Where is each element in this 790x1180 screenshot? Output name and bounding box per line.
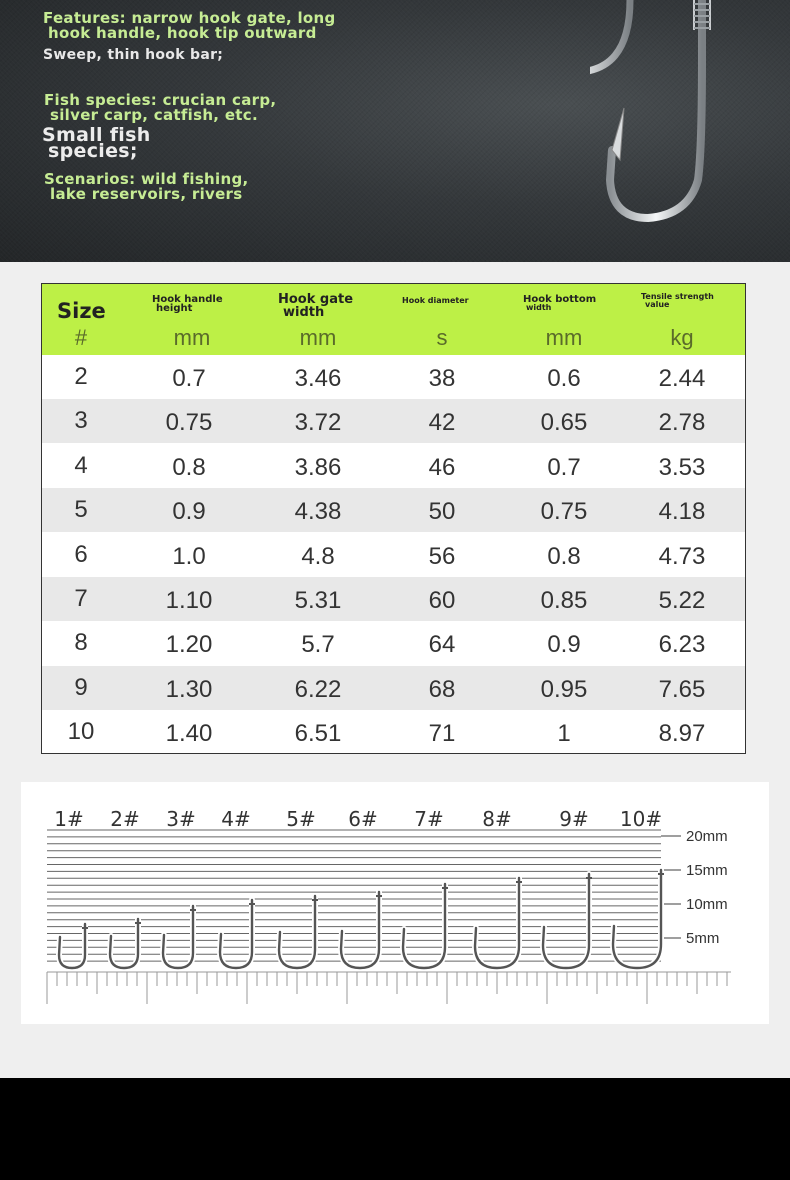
header-hook-bottom: Hook bottom <box>523 294 597 305</box>
cell-handle-height: 1.30 <box>165 675 213 703</box>
unit-handle: mm <box>173 325 211 350</box>
cell-diameter: 50 <box>428 498 456 526</box>
cell-size: 6 <box>74 540 88 568</box>
header-hook-gate-2: width <box>283 305 325 320</box>
cell-handle-height: 1.10 <box>165 587 213 614</box>
hook-label-7: 7# <box>414 807 444 831</box>
cell-tensile: 2.78 <box>658 409 706 437</box>
fish-line-2: silver carp, catfish, etc. <box>50 106 258 124</box>
header-hook-diameter: Hook diameter <box>402 296 469 305</box>
fish-hook-icon <box>590 0 790 262</box>
hook-label-8: 8# <box>482 807 512 831</box>
hook-label-2: 2# <box>110 807 140 831</box>
scale-20mm: 20mm <box>686 828 728 845</box>
header-tensile: Tensile strength <box>641 292 714 301</box>
cell-gate-width: 5.7 <box>301 631 335 659</box>
footer-black-band <box>0 1078 790 1180</box>
hook-label-4: 4# <box>221 807 251 831</box>
hook-7-halo <box>403 884 445 968</box>
cell-bottom-width: 0.9 <box>547 631 581 659</box>
cell-gate-width: 3.86 <box>294 453 342 481</box>
cell-gate-width: 6.51 <box>294 720 342 748</box>
table-header <box>42 284 746 355</box>
cell-gate-width: 5.31 <box>294 587 342 614</box>
hook-label-5: 5# <box>286 807 316 831</box>
cell-bottom-width: 0.6 <box>547 365 581 392</box>
cell-handle-height: 1.0 <box>172 542 206 570</box>
hook-label-1: 1# <box>54 807 84 831</box>
cell-tensile: 4.73 <box>658 542 706 570</box>
table-row <box>42 621 746 665</box>
table-row <box>42 710 746 754</box>
cell-diameter: 38 <box>428 365 456 392</box>
unit-size: # <box>74 325 88 350</box>
cell-bottom-width: 1 <box>557 720 571 748</box>
cell-size: 7 <box>74 585 88 612</box>
cell-handle-height: 0.9 <box>172 498 206 526</box>
unit-tensile: kg <box>670 325 694 350</box>
cell-diameter: 71 <box>428 720 456 748</box>
cell-tensile: 5.22 <box>658 587 706 614</box>
table-row <box>42 533 746 577</box>
scale-10mm: 10mm <box>686 896 728 913</box>
cell-handle-height: 1.20 <box>165 631 213 659</box>
cell-bottom-width: 0.65 <box>540 409 588 437</box>
cell-gate-width: 4.8 <box>301 542 335 570</box>
hook-6-halo <box>341 892 379 968</box>
table-row <box>42 488 746 532</box>
features-line-2: hook handle, hook tip outward <box>48 24 317 42</box>
unit-diameter: s <box>436 325 448 350</box>
header-tensile-2: value <box>645 300 670 309</box>
table-row <box>42 355 746 399</box>
hook-label-3: 3# <box>166 807 196 831</box>
scenarios-line-1: Scenarios: wild fishing, <box>44 170 249 188</box>
cell-bottom-width: 0.7 <box>547 453 581 481</box>
cell-diameter: 60 <box>428 587 456 614</box>
cell-tensile: 3.53 <box>658 453 706 481</box>
cell-handle-height: 1.40 <box>165 720 213 748</box>
cell-bottom-width: 0.8 <box>547 542 581 570</box>
cell-handle-height: 0.8 <box>172 453 206 481</box>
table-row <box>42 444 746 488</box>
cell-gate-width: 3.72 <box>294 409 342 437</box>
cell-size: 9 <box>74 673 88 701</box>
spec-table <box>41 283 746 754</box>
table-row <box>42 666 746 710</box>
unit-gate: mm <box>299 325 337 350</box>
header-size: Size <box>57 299 106 323</box>
cell-size: 4 <box>74 451 88 479</box>
cell-bottom-width: 0.75 <box>540 498 588 526</box>
fish-line-1: Fish species: crucian carp, <box>44 91 277 109</box>
hero-banner <box>0 0 790 262</box>
table-row <box>42 399 746 443</box>
scale-5mm: 5mm <box>686 930 720 947</box>
cell-size: 8 <box>74 629 88 657</box>
features-line-1: Features: narrow hook gate, long <box>43 9 336 27</box>
header-hook-bottom-2: width <box>526 303 552 312</box>
cell-handle-height: 0.75 <box>165 409 213 437</box>
hook-3-halo <box>163 906 193 968</box>
table-row <box>42 577 746 621</box>
cell-diameter: 56 <box>428 542 456 570</box>
cell-diameter: 42 <box>428 409 456 437</box>
cell-gate-width: 6.22 <box>294 675 342 703</box>
hook-3 <box>163 906 193 968</box>
hook-7 <box>403 884 445 968</box>
cell-tensile: 8.97 <box>658 720 706 748</box>
cell-bottom-width: 0.85 <box>540 587 588 614</box>
cell-tensile: 7.65 <box>658 675 706 703</box>
hook-size-diagram <box>21 782 769 1024</box>
sweep-text: Sweep, thin hook bar; <box>43 47 224 63</box>
header-hook-handle: Hook handle <box>152 294 223 305</box>
hook-6 <box>341 892 379 968</box>
cell-size: 10 <box>67 718 95 746</box>
cell-gate-width: 4.38 <box>294 498 342 526</box>
hook-5-halo <box>279 896 315 968</box>
cell-handle-height: 0.7 <box>172 365 206 392</box>
cell-size: 2 <box>74 363 88 390</box>
cell-tensile: 4.18 <box>658 498 706 526</box>
cell-tensile: 6.23 <box>658 631 706 659</box>
hook-label-9: 9# <box>559 807 589 831</box>
scenarios-line-2: lake reservoirs, rivers <box>50 185 243 203</box>
cell-diameter: 68 <box>428 675 456 703</box>
small-fish-line-1: Small fish <box>42 124 151 146</box>
unit-bottom: mm <box>545 325 583 350</box>
header-hook-gate: Hook gate <box>278 292 354 307</box>
scale-15mm: 15mm <box>686 862 728 879</box>
cell-diameter: 64 <box>428 631 456 659</box>
small-fish-line-2: species; <box>48 140 138 162</box>
cell-diameter: 46 <box>428 453 456 481</box>
header-hook-handle-2: height <box>156 303 193 314</box>
hook-label-6: 6# <box>348 807 378 831</box>
cell-gate-width: 3.46 <box>294 365 342 392</box>
cell-tensile: 2.44 <box>658 365 706 392</box>
cell-size: 5 <box>74 496 88 524</box>
cell-bottom-width: 0.95 <box>540 675 588 703</box>
cell-size: 3 <box>74 407 88 435</box>
hook-label-10: 10# <box>619 807 663 831</box>
hook-5 <box>279 896 315 968</box>
